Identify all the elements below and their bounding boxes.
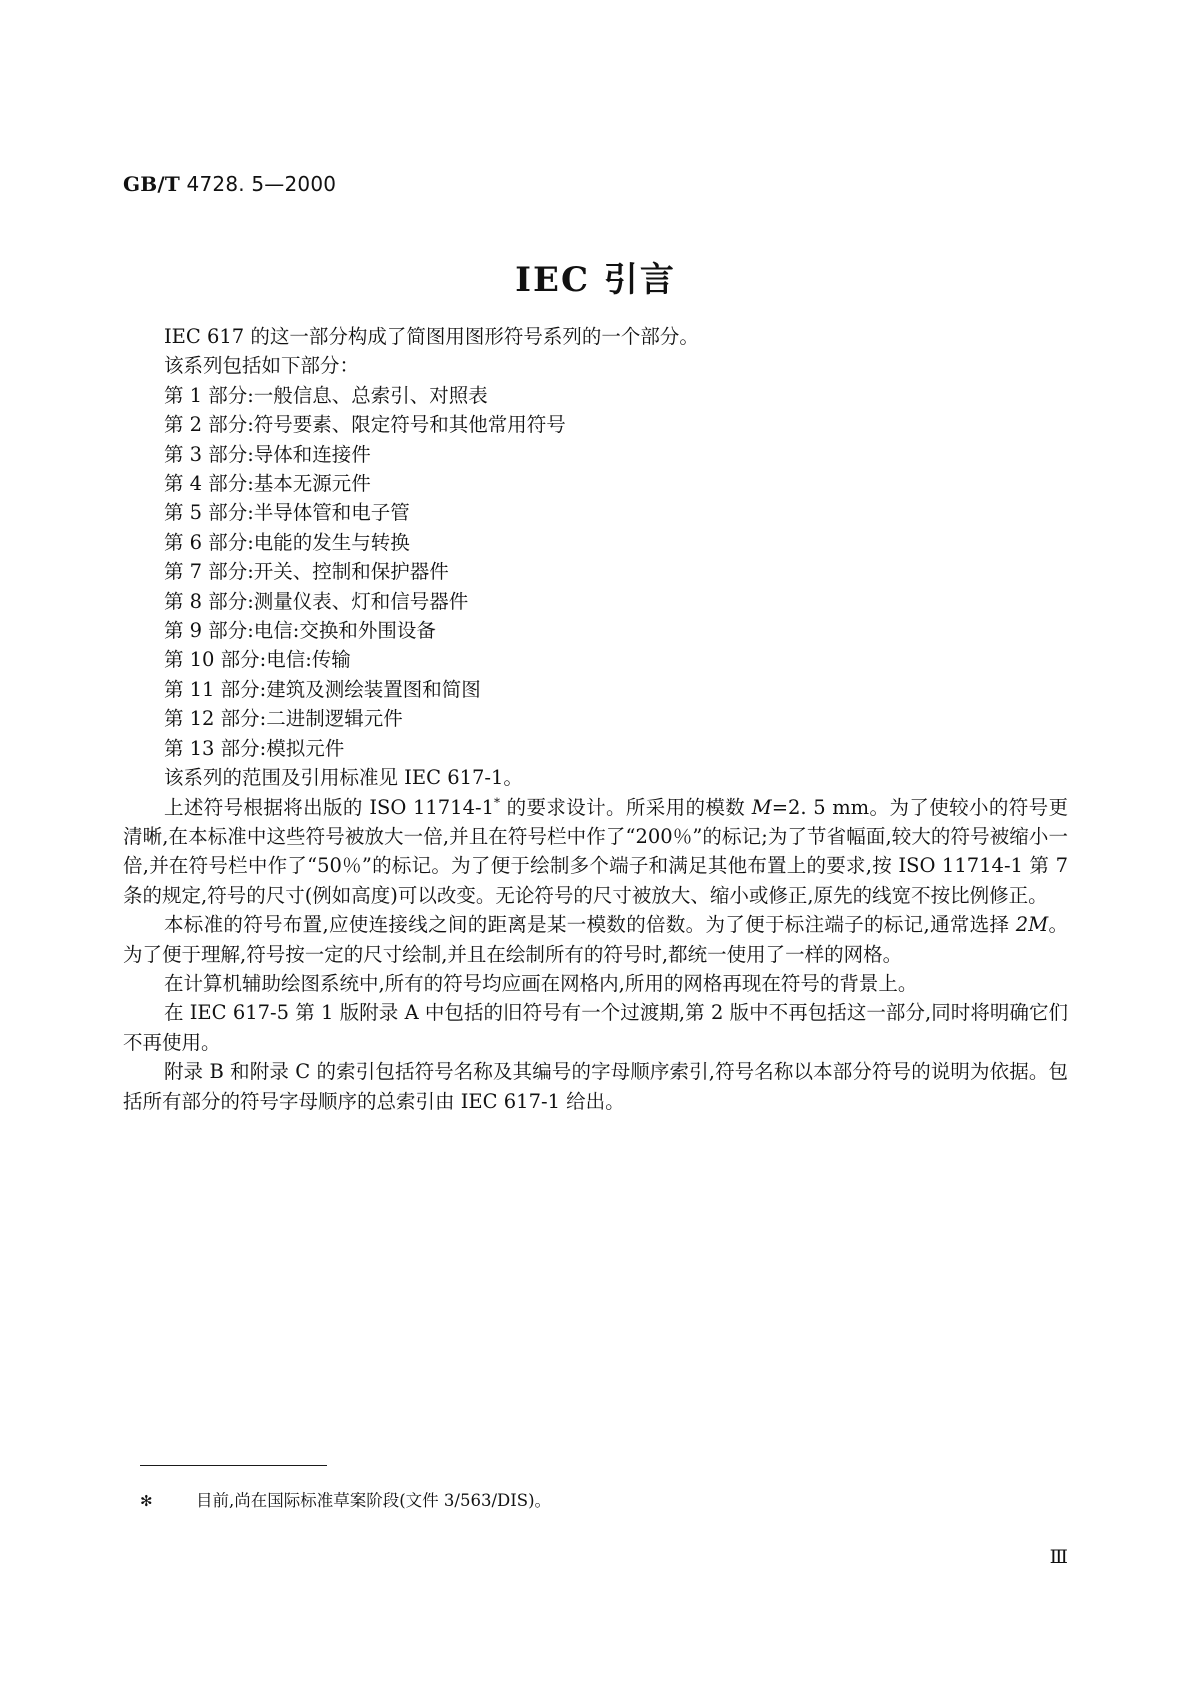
paragraph-text-b: 的要求设计。所采用的模数 [499, 795, 752, 819]
paragraph-text-b: 。为了便于理解,符号按一定的尺寸绘制,并且在绘制所有的符号时,都统一使用了一样的网格。 [123, 913, 1068, 966]
running-header [123, 172, 336, 196]
list-item: 第 7 部分:开关、控制和保护器件 [163, 560, 449, 584]
intro-line-1: IEC 617 的这一部分构成了简图用图形符号系列的一个部分。 [163, 325, 699, 348]
footnote-text: 目前,尚在国际标准草案阶段(文件 3/563/DIS)。 [196, 1491, 552, 1510]
footnote-marker: ✻ [140, 1492, 153, 1510]
list-item: 第 4 部分:基本无源元件 [163, 472, 371, 496]
paragraph-text-c: =2. 5 mm。为了使较小的符号更清晰,在本标准中这些符号被放大一倍,并且在符号栏中作了“200％”的标记;为了节省幅面,较大的符号被缩小一倍,并在符号栏中作了“50％”的标记。为了便于绘制多个端子和满足其他布置上的要求,按 ISO 11714-1 第 7 条的规定,符号的尺寸(例如高度)可以改变。无论符号的尺寸被放大、缩小或修正,原先的线宽不按比例修正。 [123, 795, 1068, 907]
footnote-separator-rule [140, 1465, 327, 1466]
standard-number: 4728. 5—2000 [179, 172, 337, 196]
list-item: 第 2 部分:符号要素、限定符号和其他常用符号 [163, 413, 566, 437]
two-m-symbol: 2M [1015, 913, 1049, 937]
list-item: 第 9 部分:电信:交换和外围设备 [163, 619, 436, 643]
footnote-reference-marker: * [493, 795, 500, 809]
intro-line-2: 该系列包括如下部分： [163, 354, 359, 378]
paragraph-cad-grid: 在计算机辅助绘图系统中,所有的符号均应画在网格内,所用的网格再现在符号的背景上。 [163, 971, 918, 995]
paragraph-annex-bc-index: 附录 B 和附录 C 的索引包括符号名称及其编号的字母顺序索引,符号名称以本部分符号的说明为依据。包括所有部分的符号字母顺序的总索引由 IEC 617-1 给出。 [123, 1060, 1068, 1113]
list-item: 第 3 部分:导体和连接件 [163, 442, 371, 466]
scope-reference-line: 该系列的范围及引用标准见 IEC 617-1。 [163, 766, 523, 790]
list-item: 第 1 部分:一般信息、总索引、对照表 [163, 383, 488, 407]
page-number: Ⅲ [1049, 1546, 1068, 1568]
page-title: IEC 引言 [515, 260, 676, 300]
paragraph-symbol-design [123, 793, 1068, 911]
paragraph-symbol-layout [123, 910, 1068, 969]
modulus-symbol: M [751, 795, 772, 819]
list-item: 第 5 部分:半导体管和电子管 [163, 501, 410, 525]
list-item: 第 6 部分:电能的发生与转换 [163, 530, 410, 554]
list-item: 第 13 部分:模拟元件 [163, 736, 345, 760]
list-item: 第 8 部分:测量仪表、灯和信号器件 [163, 589, 469, 613]
paragraph-annex-a-transition: 在 IEC 617-5 第 1 版附录 A 中包括的旧符号有一个过渡期,第 2 版中不再包括这一部分,同时将明确它们不再使用。 [123, 1001, 1068, 1054]
standard-prefix: GB/T [123, 172, 180, 196]
paragraph-text-a: 本标准的符号布置,应使连接线之间的距离是某一模数的倍数。为了便于标注端子的标记,通常选择 [163, 913, 1016, 937]
body-content [123, 322, 1068, 1116]
list-item: 第 11 部分:建筑及测绘装置图和简图 [163, 677, 481, 701]
list-item: 第 10 部分:电信:传输 [163, 648, 351, 672]
paragraph-text-a: 上述符号根据将出版的 ISO 11714-1 [163, 795, 494, 819]
footnote [140, 1489, 840, 1513]
list-item: 第 12 部分:二进制逻辑元件 [163, 707, 403, 731]
